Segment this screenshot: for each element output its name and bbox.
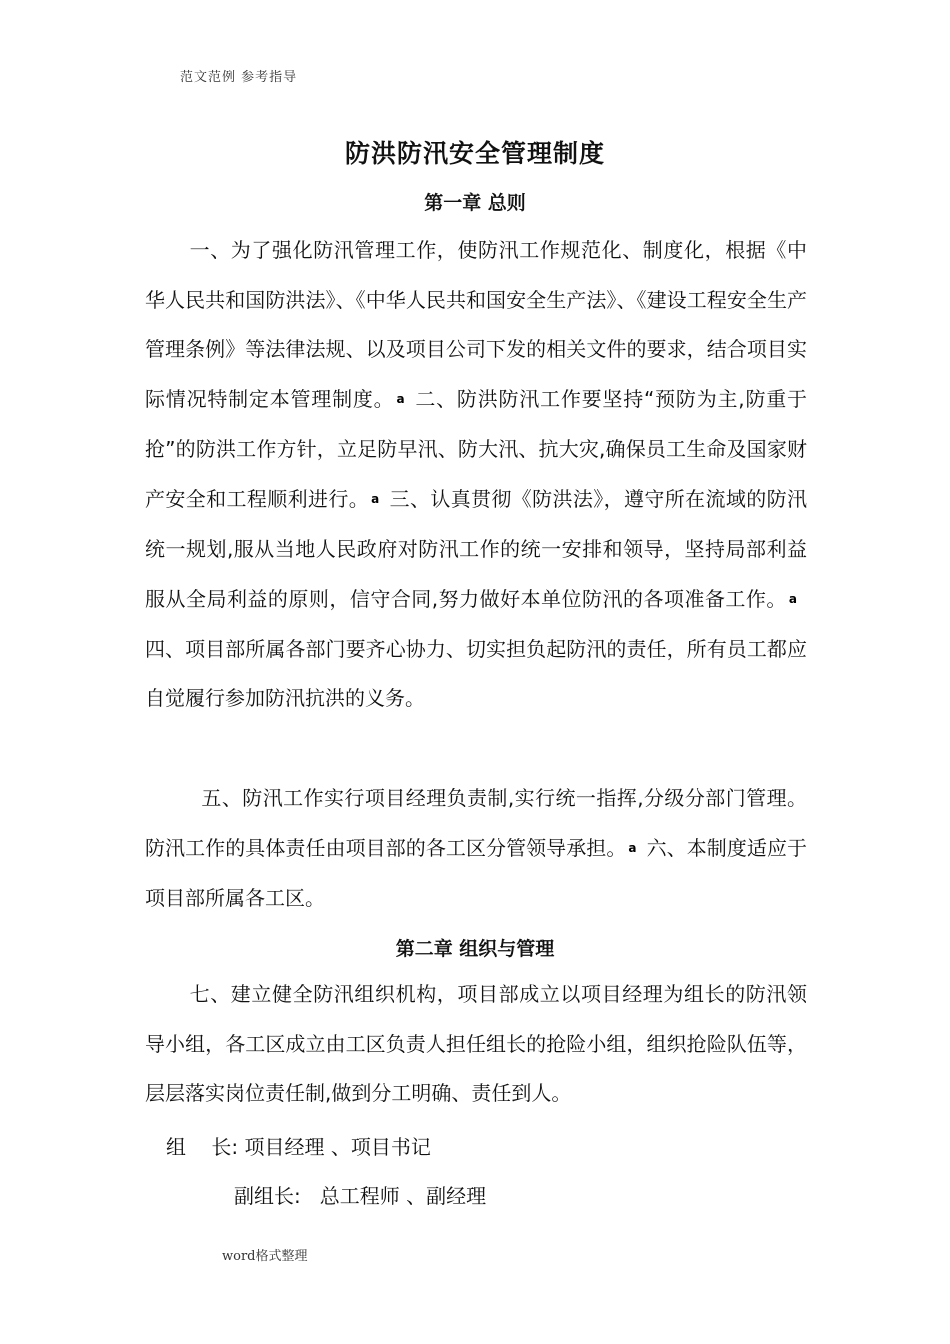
clause-4: 四、项目部所属各部门要齐心协力、切实担负起防汛的责任，所有员工都应自觉履行参加防汛抗洪的义务。	[145, 636, 807, 711]
paragraph-mark-icon: a	[371, 492, 380, 507]
chapter-1-heading: 第一章 总则	[424, 192, 526, 214]
header-note: 范文范例 参考指导	[180, 70, 298, 85]
chapter-2-heading: 第二章 组织与管理	[395, 938, 555, 960]
chapter-1-paragraph-block-2	[145, 774, 807, 923]
clause-3: 三、认真贯彻《防洪法》，遵守所在流域的防汛统一规划,服从当地人民政府对防汛工作的统一安排和领导，坚持局部利益服从全局利益的原则，信守合同,努力做好本单位防汛的各项准备工作。	[145, 486, 808, 611]
clause-1: 一、为了强化防汛管理工作，使防汛工作规范化、制度化，根据《中华人民共和国防洪法》、《中华人民共和国安全生产法》、《建设工程安全生产管理条例》等法律法规、以及项目公司下发的相关文件的要求，结合项目实际情况特制定本管理制度。	[145, 238, 807, 411]
paragraph-mark-icon: a	[628, 841, 637, 856]
role-leader: 组 长: 项目经理 、项目书记	[166, 1135, 431, 1159]
chapter-1-paragraph-block	[145, 226, 807, 724]
clause-7: 七、建立健全防汛组织机构，项目部成立以项目经理为组长的防汛领导小组，各工区成立由工区负责人担任组长的抢险小组，组织抢险队伍等，层层落实岗位责任制,做到分工明确、责任到人。	[145, 982, 807, 1106]
document-title: 防洪防汛安全管理制度	[344, 139, 605, 168]
clause-5: 五、防汛工作实行项目经理负责制,实行统一指挥,分级分部门管理。防汛工作的具体责任由项目部的各工区分管领导承担。	[145, 786, 807, 860]
clause-6: 六、本制度适应于项目部所属各工区。	[145, 835, 808, 910]
chapter-2-paragraph-block	[145, 970, 807, 1119]
footer-note: word格式整理	[222, 1249, 308, 1264]
paragraph-mark-icon: a	[788, 592, 797, 607]
paragraph-mark-icon: a	[396, 392, 405, 407]
clause-2: 二、防洪防汛工作要坚持“预防为主,防重于抢”的防洪工作方针，立足防早汛、防大汛、抗大灾,确保员工生命及国家财产安全和工程顺利进行。	[145, 386, 808, 511]
role-deputy-leader: 副组长: 总工程师 、副经理	[234, 1184, 487, 1208]
